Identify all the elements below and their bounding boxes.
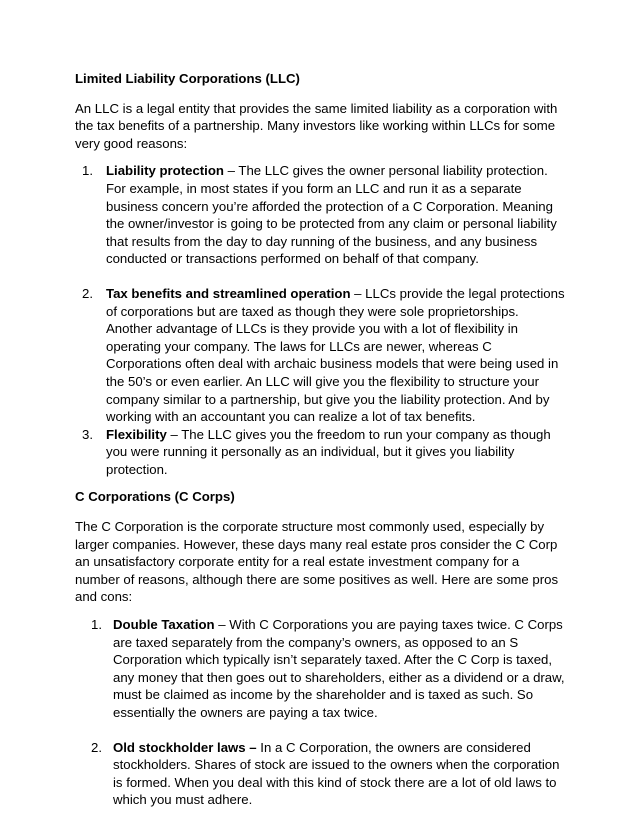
list-item-number: 1. [91, 617, 102, 633]
c-corp-intro-paragraph: The C Corporation is the corporate structure most commonly used, especially by larger companies. However, these days many real estate pros consider the C Corp an unsatisfactory corporate entity for a real estate investment company for a number of reasons, although there are some positives as well. Here are some pros and cons: [75, 519, 559, 605]
list-item-term: Double Taxation [113, 617, 215, 633]
list-item [75, 426, 567, 479]
list-item-number: 1. [82, 163, 93, 179]
llc-intro-paragraph: An LLC is a legal entity that provides the same limited liability as a corporation with the tax benefits of a partnership. Many investors like working within LLCs for some very good reasons: [75, 100, 558, 151]
list-item-term: Old stockholder laws – [113, 739, 257, 755]
list-item-term: Flexibility [106, 426, 167, 442]
llc-reasons-list [75, 162, 567, 478]
list-item-term: Tax benefits and streamlined operation [106, 285, 351, 301]
list-item-text: – LLCs provide the legal protections of corporations but are taxed as though they were sole proprietorships. Another advantage of LLCs is they provide you with a lot of flexibility in operating your company. The laws for LLCs are newer, whereas C Corporations often deal with archaic business models that were being used in the 50’s or even earlier. An LLC will give you the flexibility to structure your company similar to a partnership, but give you the liability protection. And by working with an accountant you can realize a lot of tax benefits. [106, 285, 565, 425]
list-item [75, 616, 567, 722]
list-item-number: 2. [91, 739, 102, 755]
document-body [75, 70, 567, 809]
list-item-term: Liability protection [106, 163, 224, 179]
list-item [75, 162, 567, 268]
list-item [75, 739, 567, 809]
list-item-number: 2. [82, 285, 93, 301]
list-item-text: – With C Corporations you are paying taxes twice. C Corps are taxed separately from the company’s owners, as opposed to an S Corporation which typically isn’t separately taxed. After the C Corp is taxed, any money that then goes out to shareholders, either as a dividend or a draw, must be claimed as income by the shareholder and is taxed as such. So essentially the owners are paying a tax twice. [113, 617, 565, 720]
list-item-number: 3. [82, 426, 93, 442]
list-item [75, 285, 567, 426]
list-item-text: – The LLC gives the owner personal liability protection. For example, in most states if you form an LLC and run it as a separate business concern you’re afforded the protection of a C Corporation. Meaning the owner/investor is going to be protected from any claim or personal liability that results from the day to day running of the business, and any business conducted or transactions performed on behalf of that company. [106, 163, 557, 267]
c-corp-pros-cons-list [75, 616, 567, 809]
section-heading-llc: Limited Liability Corporations (LLC) [75, 71, 300, 86]
list-item-text: – The LLC gives you the freedom to run your company as though you were running it personally as an individual, but it gives you liability protection. [106, 426, 551, 477]
section-heading-c-corp: C Corporations (C Corps) [75, 489, 235, 505]
list-item-text: In a C Corporation, the owners are considered stockholders. Shares of stock are issued to the owners when the corporation is formed. When you deal with this kind of stock there are a lot of old laws to which you must adhere. [113, 739, 560, 808]
